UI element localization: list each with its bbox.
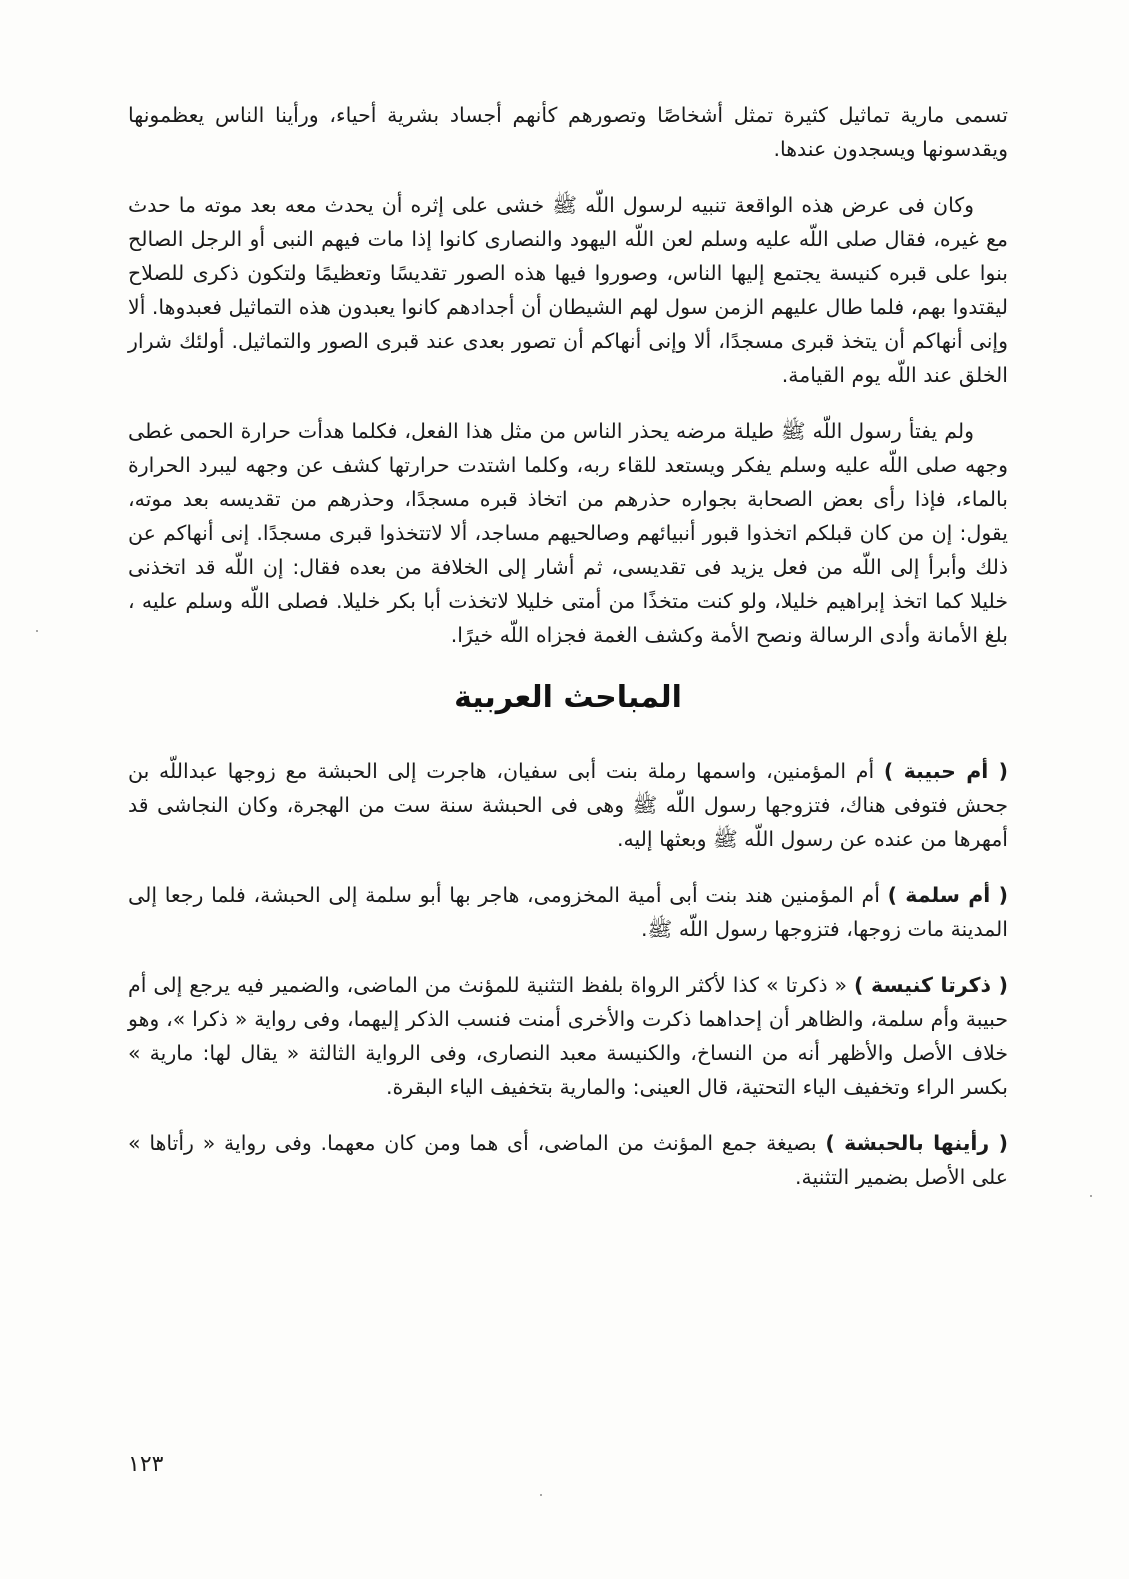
gloss-text: أم المؤمنين هند بنت أبى أمية المخزومى، هاجر بها أبو سلمة إلى الحبشة، فلما رجعا إلى المدينة مات زوجها، فتزوجها رسول اللّه ﷺ. xyxy=(128,883,1008,941)
gloss-text: أم المؤمنين، واسمها رملة بنت أبى سفيان، هاجرت إلى الحبشة مع زوجها عبداللّه بن جحش فتوفى هناك، فتزوجها رسول اللّه ﷺ وهى فى الحبشة سنة ست من الهجرة، وكان النجاشى قد أمهرها من عنده عن رسول اللّه ﷺ وبعثها إليه. xyxy=(128,759,1008,851)
paragraph-1: تسمى مارية تماثيل كثيرة تمثل أشخاصًا وتصورهم كأنهم أجساد بشرية أحياء، ورأينا الناس يعظمونها ويقدسونها ويسجدون عندها. xyxy=(128,103,1008,161)
gloss-umm-salama xyxy=(128,878,1008,946)
page-number: ١٢٣ xyxy=(128,1452,164,1477)
scan-speck xyxy=(36,630,38,632)
section-heading: المباحث العربية xyxy=(454,680,682,715)
gloss-dhakarata-kanisa xyxy=(128,968,1008,1104)
gloss-text: بصيغة جمع المؤنث من الماضى، أى هما ومن كان معهما. وفى رواية « رأتاها » على الأصل بضمير التثنية. xyxy=(128,1131,1008,1189)
gloss-term: ( رأينها بالحبشة ) xyxy=(825,1131,1008,1155)
paragraph-3: ولم يفتأ رسول اللّه ﷺ طيلة مرضه يحذر الناس من مثل هذا الفعل، فكلما هدأت حرارة الحمى غطى وجهه صلى اللّه عليه وسلم يفكر ويستعد للقاء ربه، وكلما اشتدت حرارتها كشف عن وجهه ليبرد الحرارة بالماء، فإذا رأى بعض الصحابة بجواره حذرهم من اتخاذ قبره مسجدًا، وحذرهم من تقديسه بعد موته، يقول: إن من كان قبلكم اتخذوا قبور أنبيائهم وصالحيهم مساجد، ألا لاتتخذوا قبرى مسجدًا. إنى أنهاكم عن ذلك وأبرأ إلى اللّه من فعل يزيد فى تقديسى، ثم أشار إلى الخلافة من بعده فقال: إن اللّه قد اتخذنى خليلا كما اتخذ إبراهيم خليلا، ولو كنت متخذًا من أمتى خليلا لاتخذت أبا بكر خليلا. فصلى اللّه وسلم عليه ، بلغ الأمانة وأدى الرسالة ونصح الأمة وكشف الغمة فجزاه اللّه خيرًا. xyxy=(128,419,1008,647)
scan-speck xyxy=(1090,1195,1092,1197)
gloss-term: ( أم حبيبة ) xyxy=(883,759,1009,783)
paragraph-2: وكان فى عرض هذه الواقعة تنبيه لرسول اللّه ﷺ خشى على إثره أن يحدث معه بعد موته ما حدث مع غيره، فقال صلى اللّه عليه وسلم لعن اللّه اليهود والنصارى كانوا إذا مات فيهم النبى أو الرجل الصالح بنوا على قبره كنيسة يجتمع إليها الناس، وصوروا فيها هذه الصور تقديسًا وتعظيمًا ولتكون ذكرى للصلاح ليقتدوا بهم، فلما طال عليهم الزمن سول لهم الشيطان أن أجدادهم كانوا يعبدون هذه التماثيل فعبدوها. ألا وإنى أنهاكم أن يتخذ قبرى مسجدًا، ألا وإنى أنهاكم أن تصور بعدى عند قبرى الصور والتماثيل. أولئك شرار الخلق عند اللّه يوم القيامة. xyxy=(128,193,1008,387)
gloss-umm-habiba xyxy=(128,754,1008,856)
gloss-text: « ذكرتا » كذا لأكثر الرواة بلفظ التثنية للمؤنث من الماضى، والضمير فيه يرجع إلى أم حبيبة وأم سلمة، والظاهر أن إحداهما ذكرت والأخرى أمنت فنسب الذكر إليهما، وفى رواية « ذكرا »، وهو خلاف الأصل والأظهر أنه من النساخ، والكنيسة معبد النصارى، وفى الرواية الثالثة « يقال لها: مارية » بكسر الراء وتخفيف الياء التحتية، قال العينى: والمارية بتخفيف الياء البقرة. xyxy=(128,973,1008,1099)
scan-speck xyxy=(540,1494,542,1496)
page-body xyxy=(128,98,1008,1216)
gloss-term: ( ذكرتا كنيسة ) xyxy=(854,973,1008,997)
gloss-term: ( أم سلمة ) xyxy=(887,883,1008,907)
gloss-raaynaha xyxy=(128,1126,1008,1194)
